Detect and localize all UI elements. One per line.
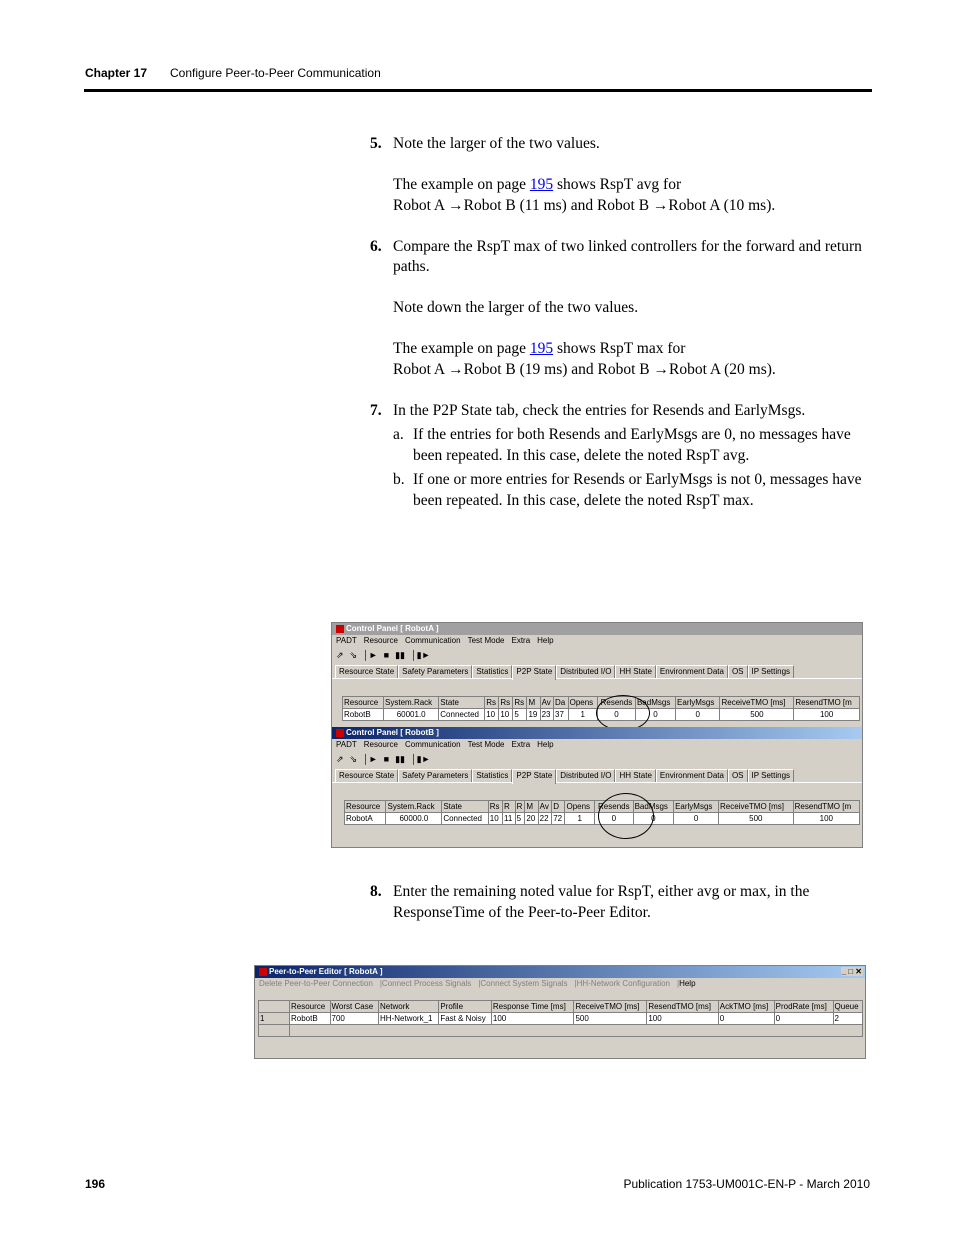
menu-resource[interactable]: Resource (363, 740, 398, 749)
pause-icon[interactable]: ▮▮ (395, 650, 405, 660)
step-text: Enter the remaining noted value for RspT, either avg or max, in the ResponseTime of the Peer-to-Peer Editor. (393, 883, 810, 921)
tab-environment-data[interactable]: Environment Data (656, 665, 728, 678)
tab-distributed-io[interactable]: Distributed I/O (556, 769, 615, 782)
disconnect-icon[interactable]: ⇘ (349, 650, 358, 660)
menu-help[interactable]: Help (679, 979, 696, 988)
tab-hh-state[interactable]: HH State (615, 665, 655, 678)
tab-statistics[interactable]: Statistics (472, 665, 512, 678)
table-header-row: Resource Worst Case Network Profile Response Time [ms] ReceiveTMO [ms] ResendTMO [ms] AckTMO [ms] ProdRate [ms] Queue (259, 1001, 863, 1013)
pause-icon[interactable]: ▮▮ (395, 754, 405, 764)
connect-icon[interactable]: ⇗ (336, 650, 344, 660)
menu-test-mode[interactable]: Test Mode (467, 636, 505, 645)
step-icon[interactable]: ▮► (416, 754, 431, 764)
tab-safety-parameters[interactable]: Safety Parameters (398, 769, 472, 782)
step-number: 8. (370, 883, 382, 900)
title-bar: Peer-to-Peer Editor [ RobotA ] _ □ ✕ (255, 966, 865, 978)
control-panel-screenshot (331, 622, 863, 848)
peer-connection-table (258, 1000, 863, 1037)
menu-delete-connection[interactable]: Delete Peer-to-Peer Connection (259, 979, 373, 988)
menu-resource[interactable]: Resource (363, 636, 398, 645)
peer-to-peer-editor-screenshot (254, 965, 866, 1059)
header-rule (84, 89, 872, 92)
menu-padt[interactable]: PADT (336, 740, 357, 749)
window-controls[interactable]: _ □ ✕ (841, 967, 862, 976)
menu-bar: Delete Peer-to-Peer Connection |Connect Process Signals |Connect System Signals |HH-Network Configuration |Help (259, 979, 696, 988)
highlight-circle (598, 793, 654, 839)
page-number: 196 (85, 1177, 106, 1191)
tab-environment-data[interactable]: Environment Data (656, 769, 728, 782)
robot-b-panel (332, 727, 862, 823)
menu-test-mode[interactable]: Test Mode (467, 740, 505, 749)
menu-hh-network-configuration[interactable]: HH-Network Configuration (576, 979, 670, 988)
menu-help[interactable]: Help (537, 636, 554, 645)
toolbar: ⇗ ⇘ │► ■ ▮▮ │▮► (332, 751, 862, 767)
app-icon (336, 625, 344, 633)
tab-p2p-state[interactable]: P2P State (512, 665, 556, 680)
title-bar: Control Panel [ RobotB ] (332, 727, 862, 739)
step-icon[interactable]: ▮► (416, 650, 431, 660)
sub-step-a: a. If the entries for both Resends and EarlyMsgs are 0, no messages have been repeated. In this case, delete the noted RspT avg. (393, 426, 851, 464)
menu-extra[interactable]: Extra (511, 636, 531, 645)
tab-os[interactable]: OS (728, 665, 748, 678)
step-number: 6. (370, 237, 382, 255)
play-icon[interactable]: ► (368, 650, 378, 660)
page-link[interactable]: 195 (529, 176, 554, 193)
instructions-5-7 (370, 134, 870, 511)
tab-strip (332, 663, 862, 679)
tab-ip-settings[interactable]: IP Settings (748, 665, 795, 678)
title-bar: Control Panel [ RobotA ] (332, 623, 862, 635)
tab-distributed-io[interactable]: Distributed I/O (556, 665, 615, 678)
menu-bar (332, 739, 862, 751)
step-text: In the P2P State tab, check the entries for Resends and EarlyMsgs. (393, 401, 806, 419)
app-icon (259, 968, 267, 976)
step-number: 5. (370, 135, 382, 152)
table-row[interactable]: RobotA 60000.0 Connected 10 11 5 20 22 72 1 0 0 0 500 100 (345, 813, 860, 825)
empty-row (259, 1025, 863, 1037)
table-header-row: Resource System.Rack State Rs Rs Rs M Av Da Opens Resends BadMsgs EarlyMsgs ReceiveTMO [ms] ResendTMO [m (343, 697, 860, 709)
tab-strip (332, 767, 862, 783)
menu-communication[interactable]: Communication (405, 636, 461, 645)
sub-step-b: b. If one or more entries for Resends or EarlyMsgs is not 0, messages have been repeated. In this case, delete the noted RspT max. (393, 471, 862, 509)
step-text: Compare the RspT max of two linked controllers for the forward and return paths. (393, 237, 862, 275)
step-text: Note down the larger of the two values. (393, 299, 639, 316)
stop-icon[interactable]: ■ (383, 650, 390, 660)
play-icon[interactable]: ► (368, 754, 378, 764)
step-7 (370, 401, 870, 512)
tab-safety-parameters[interactable]: Safety Parameters (398, 665, 472, 678)
app-icon (336, 729, 344, 737)
tab-statistics[interactable]: Statistics (472, 769, 512, 782)
highlight-circle (596, 695, 650, 731)
step-text: Robot A →Robot B (19 ms) and Robot B →Robot A (20 ms). (393, 360, 776, 378)
instruction-8 (370, 882, 870, 923)
toolbar: ⇗ ⇘ │► ■ ▮▮ │▮► (332, 647, 862, 663)
tab-resource-state[interactable]: Resource State (335, 769, 398, 782)
step-text: The example on page 195 shows RspT avg for (393, 176, 682, 193)
menu-help[interactable]: Help (537, 740, 554, 749)
publication-info: Publication 1753-UM001C-EN-P - March 2010 (623, 1177, 870, 1191)
stop-icon[interactable]: ■ (383, 754, 390, 764)
step-number: 7. (370, 401, 382, 419)
tab-resource-state[interactable]: Resource State (335, 665, 398, 678)
tab-hh-state[interactable]: HH State (615, 769, 655, 782)
table-row[interactable]: 1 RobotB 700 HH-Network_1 Fast & Noisy 100 500 100 0 0 2 (259, 1013, 863, 1025)
step-text: Robot A →Robot B (11 ms) and Robot B →Robot A (10 ms). (393, 196, 776, 214)
step-5 (370, 134, 870, 216)
menu-connect-system-signals[interactable]: Connect System Signals (480, 979, 568, 988)
menu-communication[interactable]: Communication (405, 740, 461, 749)
disconnect-icon[interactable]: ⇘ (349, 754, 358, 764)
step-8 (370, 882, 870, 923)
table-row[interactable]: RobotB 60001.0 Connected 10 10 5 19 23 37 1 0 0 0 500 100 (343, 709, 860, 721)
menu-connect-process-signals[interactable]: Connect Process Signals (381, 979, 472, 988)
page-link[interactable]: 195 (529, 340, 554, 357)
tab-ip-settings[interactable]: IP Settings (748, 769, 795, 782)
step-6 (370, 237, 870, 381)
menu-bar (332, 635, 862, 647)
step-text: Note the larger of the two values. (393, 135, 600, 152)
tab-p2p-state[interactable]: P2P State (512, 769, 556, 784)
step-text: The example on page 195 shows RspT max for (393, 340, 686, 357)
chapter-label: Chapter 17 (85, 66, 148, 80)
chapter-title: Configure Peer-to-Peer Communication (170, 66, 381, 80)
tab-os[interactable]: OS (728, 769, 748, 782)
menu-padt[interactable]: PADT (336, 636, 357, 645)
running-header (85, 66, 381, 80)
connect-icon[interactable]: ⇗ (336, 754, 344, 764)
menu-extra[interactable]: Extra (511, 740, 531, 749)
table-header-row: Resource System.Rack State Rs R R M Av D Opens Resends BadMsgs EarlyMsgs ReceiveTMO [ms] ResendTMO [m (345, 801, 860, 813)
